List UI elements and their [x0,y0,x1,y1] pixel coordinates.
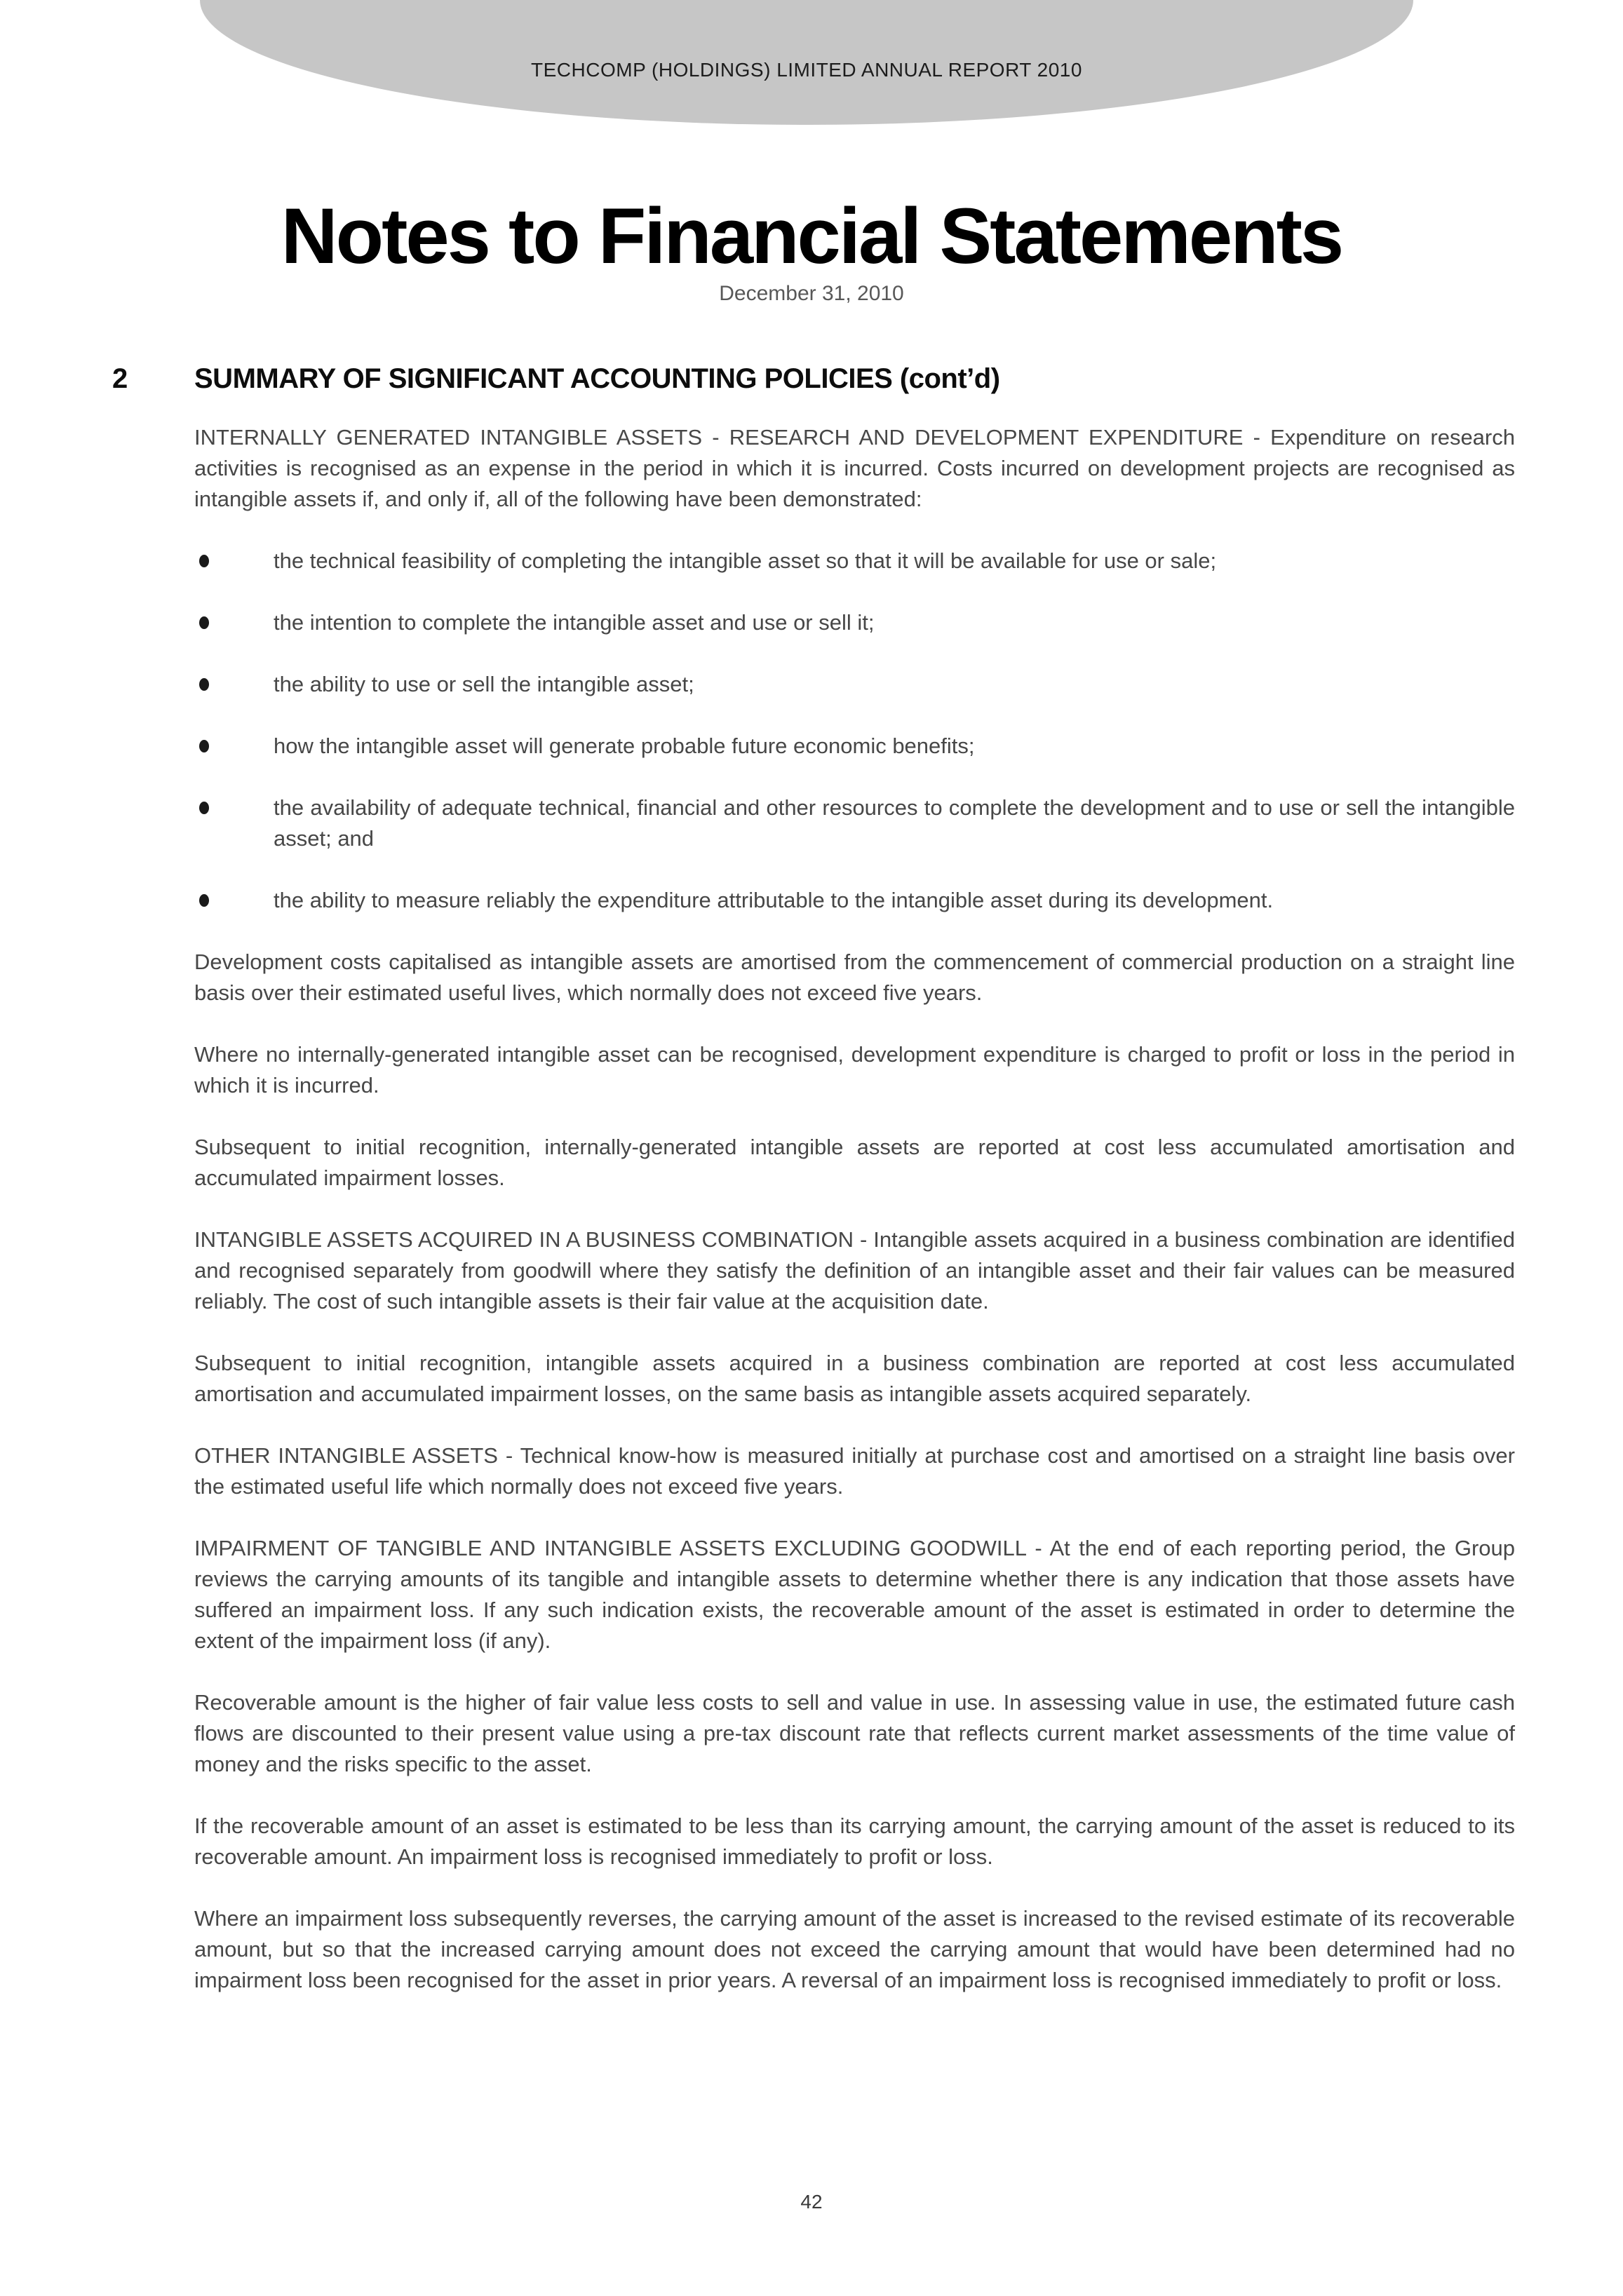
paragraph: Where no internally-generated intangible asset can be recognised, development expenditure is charged to profit or loss in the period in which it is incurred. [194,1042,1515,1098]
bullet-text: the technical feasibility of completing the intangible asset so that it will be available for use or sale; [274,548,1217,573]
bullet-icon [199,802,209,814]
paragraph: If the recoverable amount of an asset is estimated to be less than its carrying amount, the carrying amount of the asset is reduced to its recoverable amount. An impairment loss is recognised immediately to profit or loss. [194,1814,1515,1869]
paragraph: OTHER INTANGIBLE ASSETS - Technical know-how is measured initially at purchase cost and amortised on a straight line basis over the estimated useful life which normally does not exceed five years. [194,1443,1515,1499]
bullet-text: how the intangible asset will generate probable future economic benefits; [274,734,975,758]
bullet-icon [199,616,209,629]
page-number: 42 [800,2191,823,2213]
bullet-item [194,546,1515,576]
paragraph: IMPAIRMENT OF TANGIBLE AND INTANGIBLE ASSETS EXCLUDING GOODWILL - At the end of each reporting period, the Group reviews the carrying amounts of its tangible and intangible assets to determine whether there is any indication that those assets have suffered an impairment loss. If any such indication exists, the recoverable amount of the asset is estimated in order to determine the extent of the impairment loss (if any). [194,1536,1515,1653]
section-number: 2 [112,363,128,394]
banner-text: TECHCOMP (HOLDINGS) LIMITED ANNUAL REPORT 2010 [531,59,1082,81]
bullet-item [194,731,1515,762]
bullet-item [194,885,1515,916]
bullet-list [194,546,1515,916]
page-title: Notes to Financial Statements [281,192,1342,280]
bullet-text: the intention to complete the intangible asset and use or sell it; [274,610,875,635]
bullet-icon [199,894,209,907]
bullet-icon [199,678,209,691]
body-column [194,422,1515,2027]
paragraph: INTANGIBLE ASSETS ACQUIRED IN A BUSINESS COMBINATION - Intangible assets acquired in a business combination are identified and recognised separately from goodwill where they satisfy the definition of an intangible asset and their fair values can be measured reliably. The cost of such intangible assets is their fair value at the acquisition date. [194,1227,1515,1314]
section-heading: SUMMARY OF SIGNIFICANT ACCOUNTING POLICIES (cont’d) [194,363,1000,394]
bullet-item [194,792,1515,854]
bullet-text: the ability to measure reliably the expenditure attributable to the intangible asset during its development. [274,888,1274,912]
paragraph-intro: INTERNALLY GENERATED INTANGIBLE ASSETS - RESEARCH AND DEVELOPMENT EXPENDITURE - Expenditure on research activities is recognised as an expense in the period in which it is incurred. Costs incurred on development projects are recognised as intangible assets if, and only if, all of the following have been demonstrated: [194,425,1515,511]
page-subtitle: December 31, 2010 [719,282,904,305]
bullet-text: the ability to use or sell the intangible asset; [274,672,694,696]
bullet-text: the availability of adequate technical, financial and other resources to complete the development and to use or sell the intangible asset; and [274,795,1515,851]
bullet-icon [199,555,209,567]
paragraph: Recoverable amount is the higher of fair value less costs to sell and value in use. In assessing value in use, the estimated future cash flows are discounted to their present value using a pre-tax discount rate that reflects current market assessments of the time value of money and the risks specific to the asset. [194,1690,1515,1776]
bullet-icon [199,740,209,752]
paragraph: Where an impairment loss subsequently reverses, the carrying amount of the asset is increased to the revised estimate of its recoverable amount, but so that the increased carrying amount does not exceed the carrying amount that would have been determined had no impairment loss been recognised for the asset in prior years. A reversal of an impairment loss is recognised immediately to profit or loss. [194,1906,1515,1992]
paragraph: Development costs capitalised as intangible assets are amortised from the commencement of commercial production on a straight line basis over their estimated useful lives, which normally does not exceed five years. [194,950,1515,1005]
bullet-item [194,607,1515,638]
paragraph: Subsequent to initial recognition, internally-generated intangible assets are reported at cost less accumulated amortisation and accumulated impairment losses. [194,1135,1515,1190]
bullet-item [194,669,1515,700]
paragraph: Subsequent to initial recognition, intangible assets acquired in a business combination are reported at cost less accumulated amortisation and accumulated impairment losses, on the same basis as intangible assets acquired separately. [194,1351,1515,1406]
